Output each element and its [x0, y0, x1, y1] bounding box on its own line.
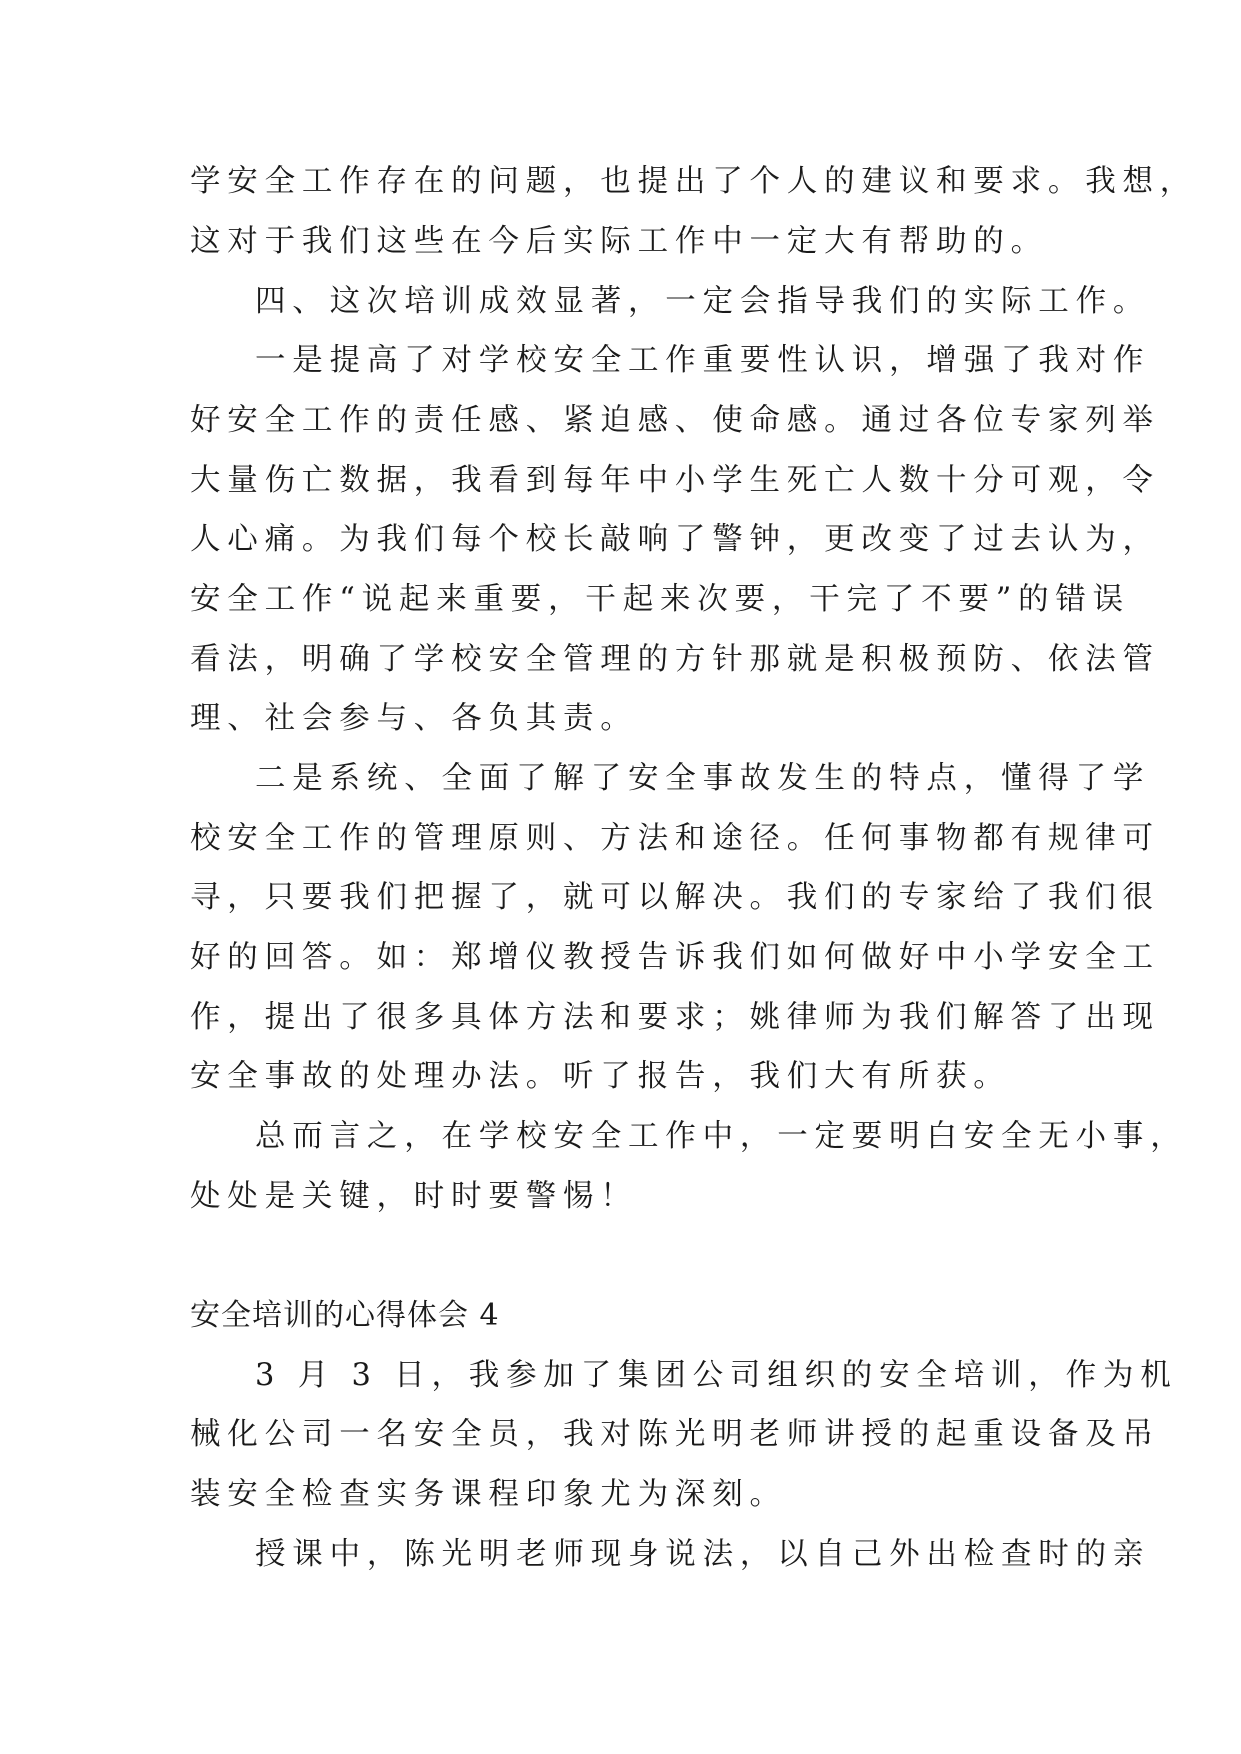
text-line: 处处是关键，时时要警惕！: [190, 1179, 638, 1214]
text-line: 安全工作“说起来重要，干起来次要，干完了不要”的错误: [190, 582, 1130, 617]
text-line: 总而言之，在学校安全工作中，一定要明白安全无小事，: [255, 1119, 1188, 1154]
text-line: 人心痛。为我们每个校长敲响了警钟，更改变了过去认为，: [190, 522, 1160, 557]
text-line: 大量伤亡数据，我看到每年中小学生死亡人数十分可观，令: [190, 463, 1160, 498]
text-line: 看法，明确了学校安全管理的方针那就是积极预防、依法管: [190, 642, 1160, 677]
section-heading: 安全培训的心得体会 4: [190, 1298, 500, 1333]
text-line: 一是提高了对学校安全工作重要性认识，增强了我对作: [255, 343, 1151, 378]
text-line: 授课中，陈光明老师现身说法，以自己外出检查时的亲: [255, 1537, 1151, 1572]
text-line: 械化公司一名安全员，我对陈光明老师讲授的起重设备及吊: [190, 1417, 1160, 1452]
text-line: 装安全检查实务课程印象尤为深刻。: [190, 1477, 787, 1512]
text-line: 好安全工作的责任感、紧迫感、使命感。通过各位专家列举: [190, 403, 1160, 438]
text-line: 理、社会参与、各负其责。: [190, 701, 638, 736]
text-line: 这对于我们这些在今后实际工作中一定大有帮助的。: [190, 224, 1048, 259]
text-line: 二是系统、全面了解了安全事故发生的特点，懂得了学: [255, 761, 1151, 796]
text-line: 好的回答。如：郑增仪教授告诉我们如何做好中小学安全工: [190, 940, 1160, 975]
text-line: 3 月 3 日，我参加了集团公司组织的安全培训，作为机: [255, 1358, 1178, 1393]
text-line: 寻，只要我们把握了，就可以解决。我们的专家给了我们很: [190, 880, 1160, 915]
text-line: 作，提出了很多具体方法和要求；姚律师为我们解答了出现: [190, 1000, 1160, 1035]
text-line: 学安全工作存在的问题，也提出了个人的建议和要求。我想，: [190, 164, 1198, 199]
text-line: 四、这次培训成效显著，一定会指导我们的实际工作。: [255, 284, 1151, 319]
text-line: 校安全工作的管理原则、方法和途径。任何事物都有规律可: [190, 821, 1160, 856]
text-line: 安全事故的处理办法。听了报告，我们大有所获。: [190, 1059, 1011, 1094]
